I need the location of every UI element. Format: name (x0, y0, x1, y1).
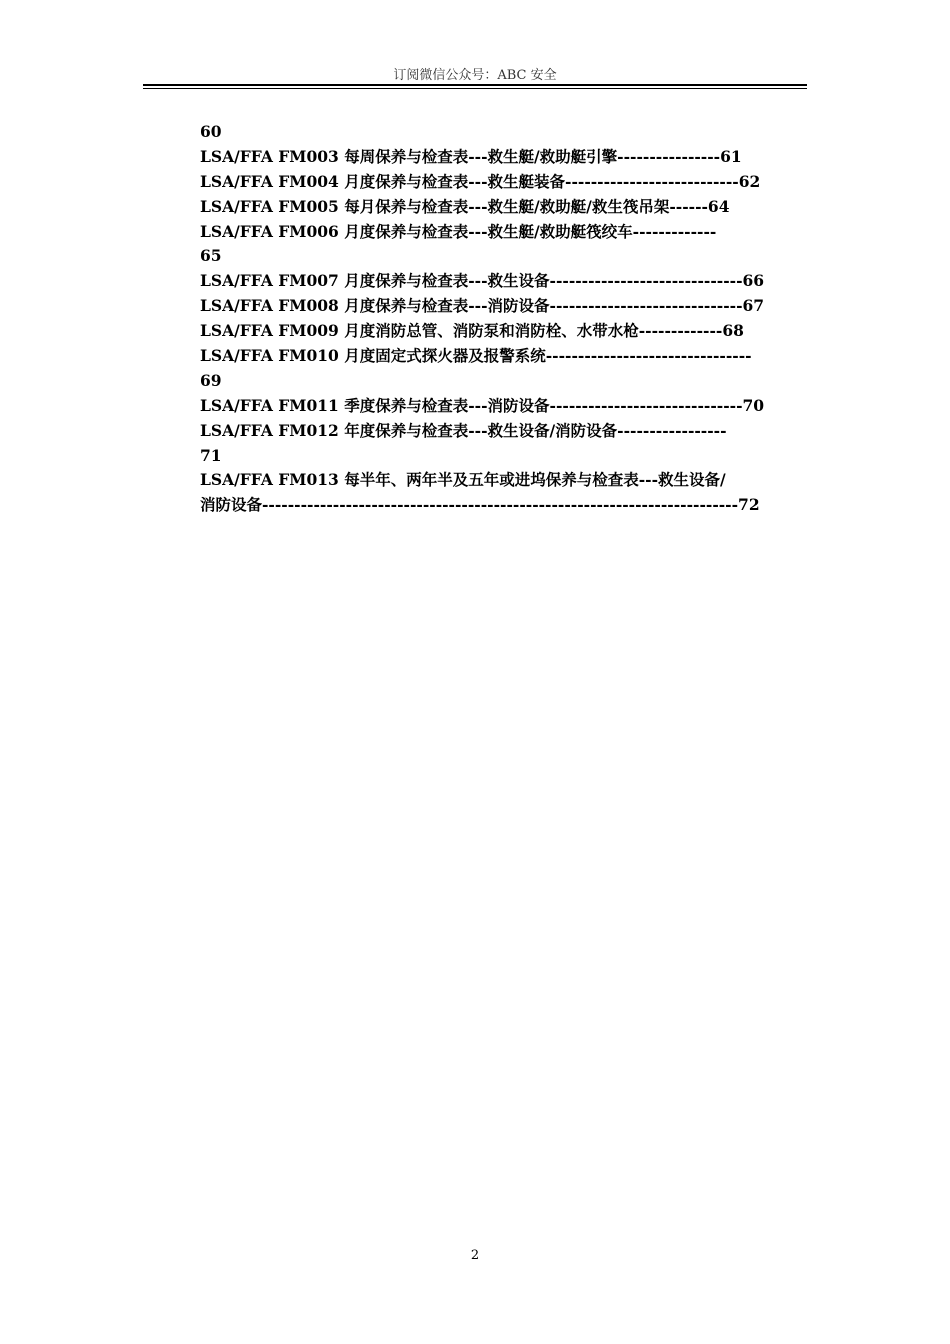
toc-line: LSA/FFA FM008 月度保养与检查表---消防设备------------------------------67 (200, 296, 765, 316)
table-of-contents (200, 120, 808, 518)
toc-line: 71 (200, 445, 222, 465)
header-rule-thin (143, 88, 807, 89)
toc-line: LSA/FFA FM012 年度保养与检查表---救生设备/消防设备----------------- (200, 420, 727, 440)
header-rule-thick (143, 84, 807, 86)
page-number: 2 (470, 1248, 480, 1263)
toc-line: LSA/FFA FM013 每半年、两年半及五年或进坞保养与检查表---救生设备/ (200, 470, 726, 490)
toc-line: LSA/FFA FM009 月度消防总管、消防泵和消防栓、水带水枪-------------68 (200, 321, 744, 341)
toc-line: LSA/FFA FM007 月度保养与检查表---救生设备------------------------------66 (200, 271, 765, 291)
toc-line: LSA/FFA FM010 月度固定式探火器及报警系统-------------------------------- (200, 346, 752, 366)
toc-line: 69 (200, 370, 222, 390)
toc-line: LSA/FFA FM011 季度保养与检查表---消防设备------------------------------70 (200, 395, 765, 415)
toc-line: LSA/FFA FM005 每月保养与检查表---救生艇/救助艇/救生筏吊架------64 (200, 196, 730, 216)
toc-line: LSA/FFA FM003 每周保养与检查表---救生艇/救助艇引擎----------------61 (200, 146, 742, 166)
toc-line: LSA/FFA FM006 月度保养与检查表---救生艇/救助艇筏绞车------------- (200, 221, 717, 241)
toc-line: LSA/FFA FM004 月度保养与检查表---救生艇装备---------------------------62 (200, 171, 761, 191)
toc-line: 65 (200, 246, 222, 266)
toc-line: 消防设备--------------------------------------------------------------------------72 (200, 495, 760, 515)
toc-line: 60 (200, 122, 222, 141)
page-header: 订阅微信公众号：ABC 安全 (393, 68, 557, 83)
